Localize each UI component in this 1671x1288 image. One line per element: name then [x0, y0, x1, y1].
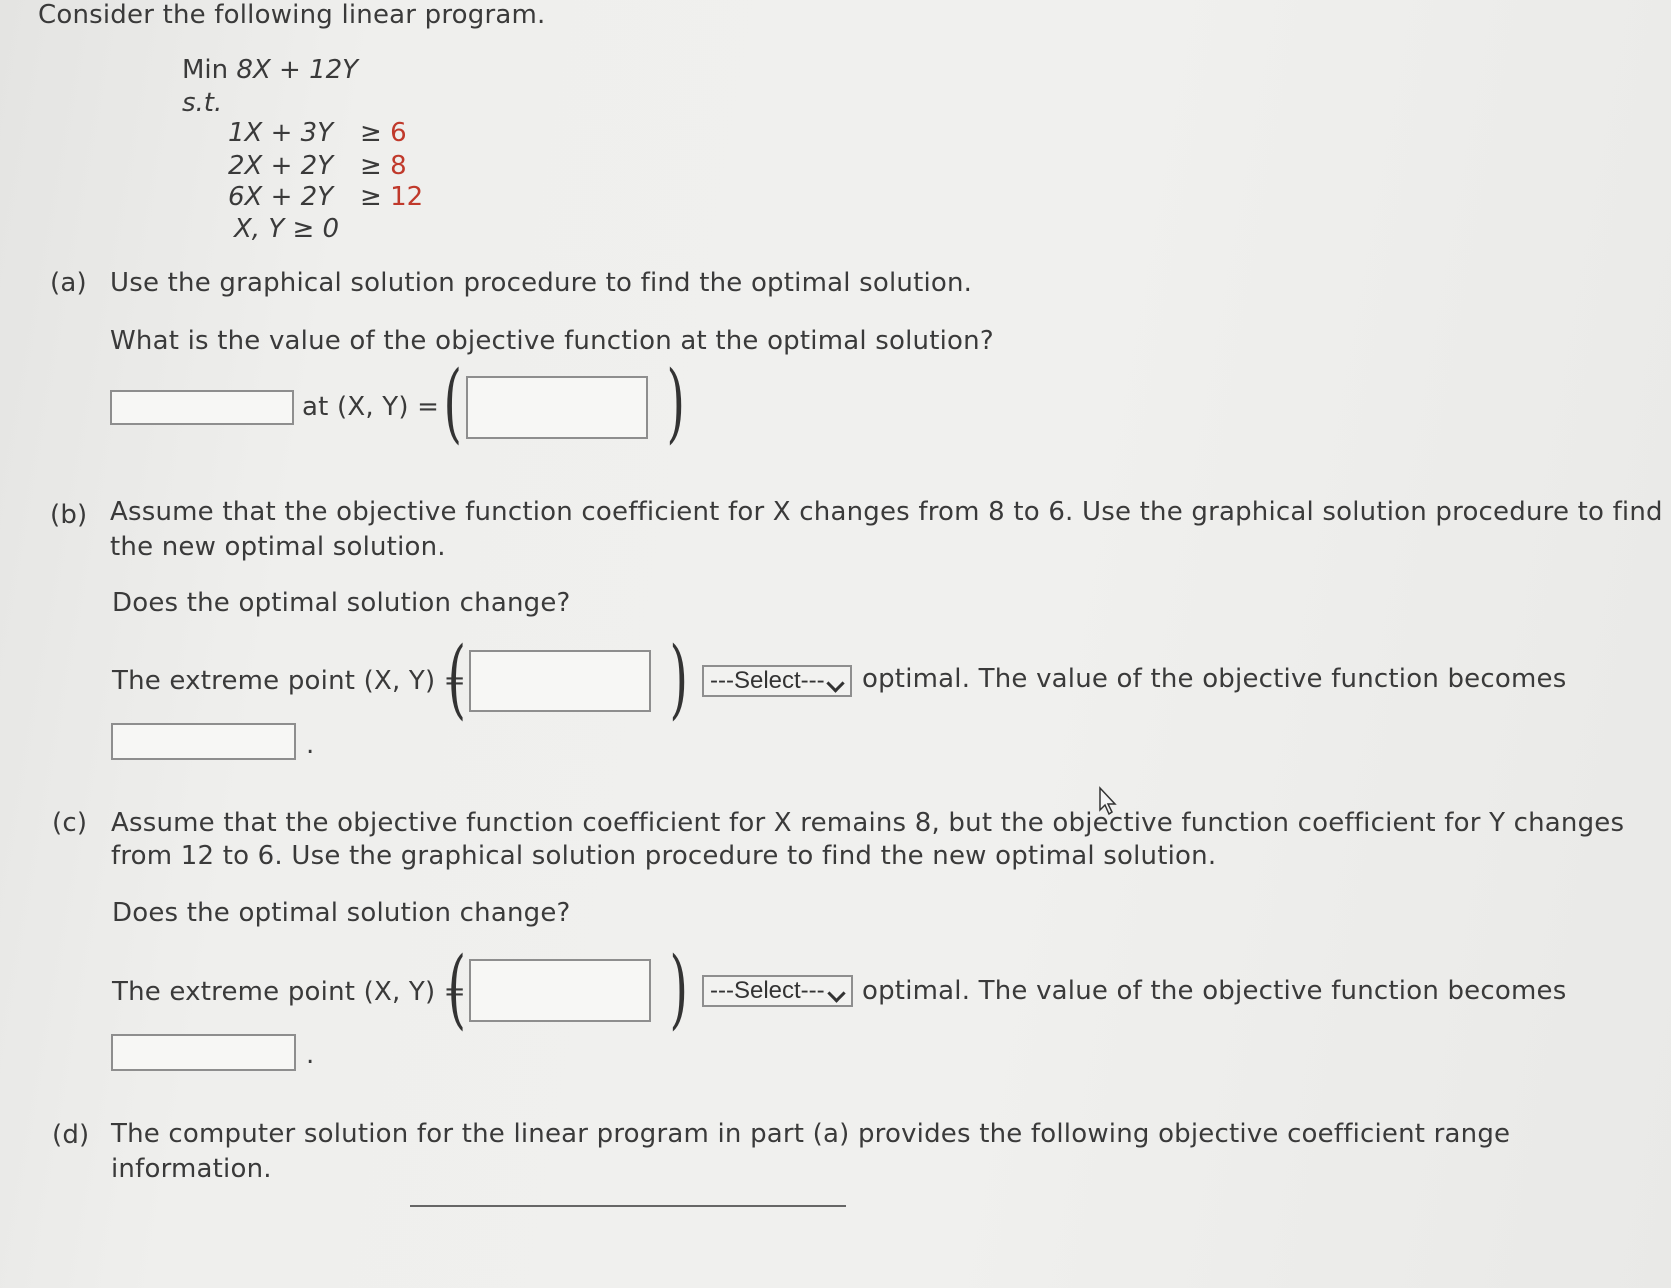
constraint-1	[228, 118, 407, 148]
part-c-text-line2: from 12 to 6. Use the graphical solution procedure to find the new optimal solution.	[111, 841, 1217, 871]
part-a-point-input[interactable]	[466, 376, 648, 439]
part-c-select-value: ---Select---	[710, 977, 825, 1004]
part-b-text-line2: the new optimal solution.	[110, 532, 446, 562]
constraint-2	[228, 151, 407, 181]
chevron-down-icon	[826, 674, 844, 692]
part-b-after-select: optimal. The value of the objective function becomes	[862, 664, 1567, 694]
part-a-right-paren: )	[666, 353, 686, 453]
part-b-objective-value-input[interactable]	[111, 723, 296, 760]
part-c-extreme-label: The extreme point (X, Y) =	[112, 977, 466, 1007]
constraint-2-rhs: 8	[390, 151, 407, 181]
part-c-period: .	[306, 1040, 315, 1070]
part-b-left-paren: (	[447, 629, 467, 729]
part-c-question: Does the optimal solution change?	[112, 898, 571, 928]
part-c-select-dropdown[interactable]	[702, 975, 853, 1007]
part-b-select-value: ---Select---	[710, 667, 825, 694]
part-b-period: .	[306, 730, 315, 760]
part-c-text-line1: Assume that the objective function coefficient for X remains 8, but the objective function coefficient for Y changes	[111, 808, 1625, 838]
part-a-question: What is the value of the objective function at the optimal solution?	[110, 326, 994, 356]
part-c-right-paren: )	[669, 939, 689, 1039]
constraint-1-lhs: 1X + 3Y	[228, 118, 334, 148]
part-c-objective-value-input[interactable]	[111, 1034, 296, 1071]
part-b-label: (b)	[50, 500, 88, 530]
part-c-after-select: optimal. The value of the objective function becomes	[862, 976, 1567, 1006]
part-c-label: (c)	[52, 808, 88, 838]
constraint-3-lhs: 6X + 2Y	[228, 182, 334, 212]
part-b-text-line1: Assume that the objective function coefficient for X changes from 8 to 6. Use the graphical solution procedure to find	[110, 497, 1663, 527]
part-a-left-paren: (	[443, 353, 463, 453]
part-b-point-input[interactable]	[469, 650, 651, 712]
constraint-2-lhs: 2X + 2Y	[228, 151, 334, 181]
part-a-text: Use the graphical solution procedure to find the optimal solution.	[110, 268, 973, 298]
part-b-right-paren: )	[669, 629, 689, 729]
part-b-question: Does the optimal solution change?	[112, 588, 571, 618]
part-d-label: (d)	[52, 1120, 90, 1150]
table-top-border	[410, 1205, 846, 1207]
subject-to: s.t.	[182, 88, 223, 118]
constraint-3-rhs: 12	[390, 182, 424, 212]
part-d-text-line2: information.	[111, 1154, 272, 1184]
objective-line	[182, 55, 358, 85]
constraint-1-rhs: 6	[390, 118, 407, 148]
part-c-left-paren: (	[447, 939, 467, 1039]
part-c-point-input[interactable]	[469, 959, 651, 1022]
part-b-extreme-label: The extreme point (X, Y) =	[112, 666, 466, 696]
objective-prefix: Min	[182, 55, 229, 85]
part-a-objective-value-input[interactable]	[110, 390, 294, 425]
part-a-label: (a)	[50, 268, 87, 298]
constraint-3-op: ≥	[360, 182, 382, 212]
part-a-at-label: at (X, Y) =	[302, 392, 440, 422]
constraint-3	[228, 182, 423, 212]
part-b-select-dropdown[interactable]	[702, 665, 852, 697]
constraint-1-op: ≥	[360, 118, 382, 148]
constraint-2-op: ≥	[360, 151, 382, 181]
nonnegativity: X, Y ≥ 0	[234, 214, 340, 244]
intro-text: Consider the following linear program.	[38, 0, 546, 30]
part-d-text-line1: The computer solution for the linear program in part (a) provides the following objective coefficient range	[111, 1119, 1511, 1149]
objective-expression: 8X + 12Y	[236, 55, 359, 85]
chevron-down-icon	[827, 984, 845, 1002]
